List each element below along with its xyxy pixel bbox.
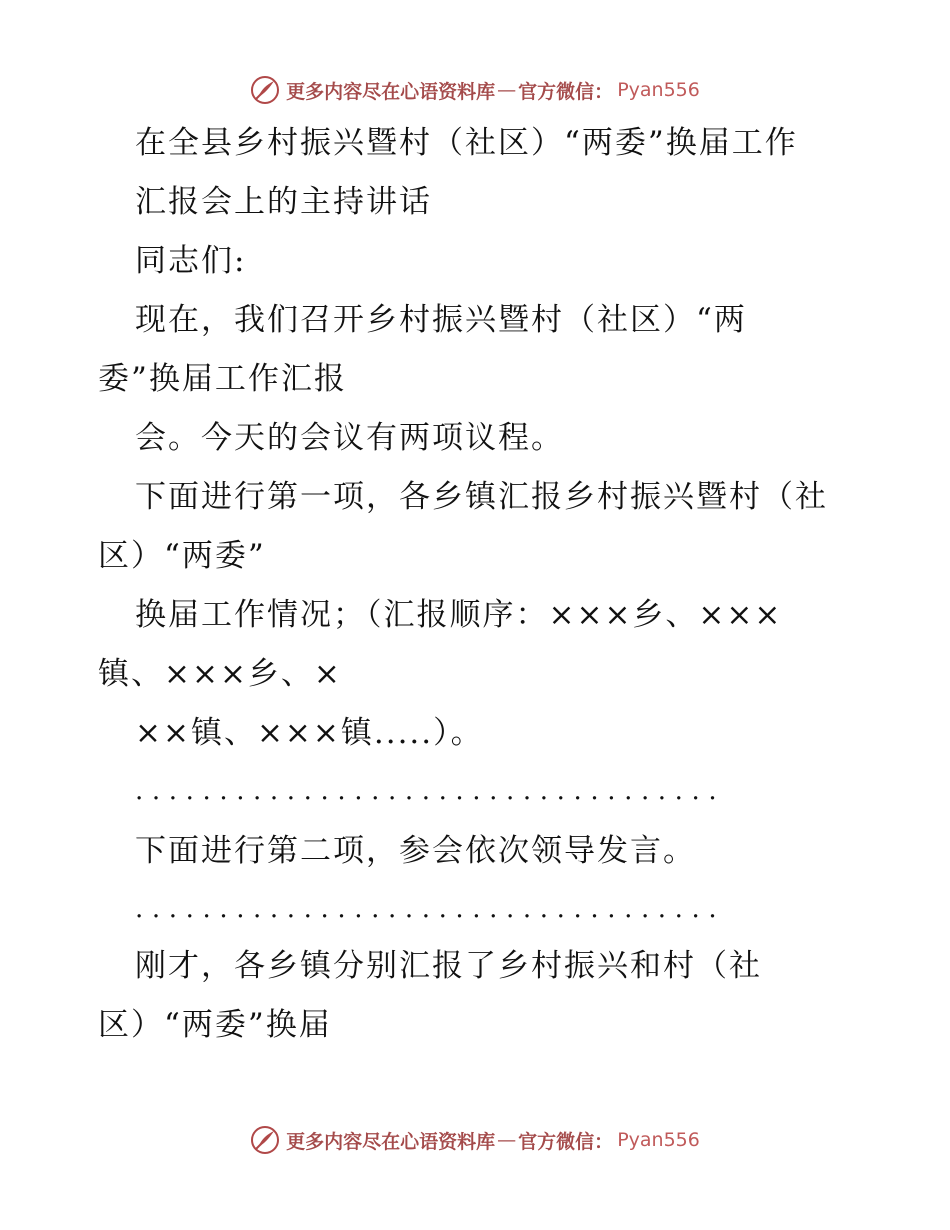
banner-wechat-id: Pyan556 (617, 1129, 700, 1151)
doc-paragraph-line: ××镇、×××镇.....）。 (135, 715, 484, 751)
banner-wechat-label: 官方微信： (518, 1130, 614, 1153)
header-banner (0, 70, 950, 110)
doc-title-line-2: 汇报会上的主持讲话 (135, 184, 432, 220)
doc-ellipsis-line: ................................... (135, 776, 726, 806)
banner-separator: — (497, 79, 517, 101)
doc-paragraph-line: 区）“两委” (98, 538, 266, 574)
doc-salutation: 同志们: (135, 243, 247, 279)
doc-paragraph-line: 下面进行第一项，各乡镇汇报乡村振兴暨村（社 (135, 479, 828, 515)
doc-ellipsis-line: ................................... (135, 894, 726, 924)
doc-paragraph-line: 会。今天的会议有两项议程。 (135, 420, 564, 456)
doc-paragraph-line: 镇、×××乡、× (98, 656, 342, 692)
doc-title-line-1: 在全县乡村振兴暨村（社区）“两委”换届工作 (135, 125, 798, 161)
footer-banner (0, 1120, 950, 1160)
quill-logo-icon (250, 1125, 280, 1155)
doc-paragraph-line: 下面进行第二项，参会依次领导发言。 (135, 833, 696, 869)
doc-paragraph-line: 刚才，各乡镇分别汇报了乡村振兴和村（社 (135, 948, 762, 984)
banner-wechat-label: 官方微信： (518, 80, 614, 103)
banner-text: 更多内容尽在心语资料库 (286, 1130, 496, 1153)
doc-paragraph-line: 换届工作情况；（汇报顺序：×××乡、××× (135, 597, 783, 633)
quill-logo-icon (250, 75, 280, 105)
doc-paragraph-line: 委”换届工作汇报 (98, 361, 347, 397)
doc-paragraph-line: 区）“两委”换届 (98, 1007, 332, 1043)
doc-paragraph-line: 现在，我们召开乡村振兴暨村（社区）“两 (135, 302, 747, 338)
banner-wechat-id: Pyan556 (617, 79, 700, 101)
banner-separator: — (497, 1129, 517, 1151)
banner-text: 更多内容尽在心语资料库 (286, 80, 496, 103)
